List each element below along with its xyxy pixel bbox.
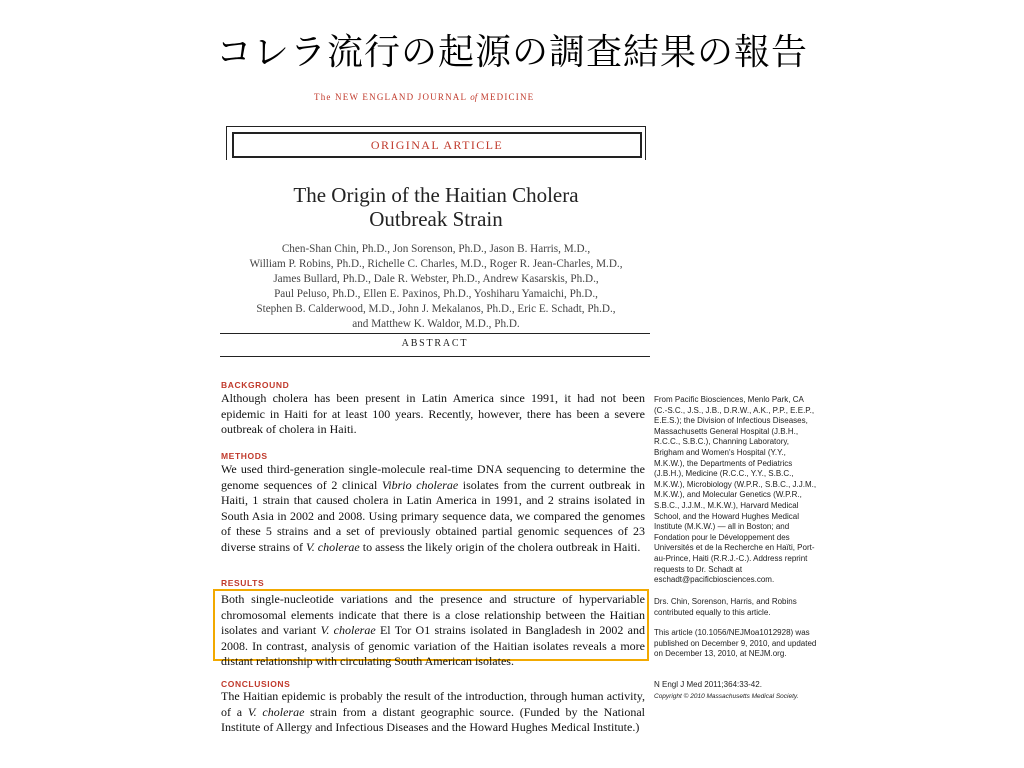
- author-line: and Matthew K. Waldor, M.D., Ph.D.: [352, 318, 520, 330]
- conclusions-heading: CONCLUSIONS: [221, 679, 291, 689]
- abstract-label: ABSTRACT: [401, 338, 469, 349]
- author-line: James Bullard, Ph.D., Dale R. Webster, Ph.D., Andrew Kasarskis, Ph.D.,: [273, 273, 599, 285]
- journal-name-part: MEDICINE: [480, 92, 535, 102]
- author-line: Stephen B. Calderwood, M.D., John J. Mekalanos, Ph.D., Eric E. Schadt, Ph.D.,: [256, 303, 616, 315]
- author-line: Paul Peluso, Ph.D., Ellen E. Paxinos, Ph.D., Yoshiharu Yamaichi, Ph.D.,: [274, 288, 598, 300]
- results-heading: RESULTS: [221, 578, 265, 588]
- author-list: [220, 242, 652, 332]
- methods-species-name: V. cholerae: [305, 539, 360, 554]
- citation: N Engl J Med 2011;364:33-42.: [654, 680, 762, 689]
- conclusions-text: [221, 689, 645, 736]
- methods-text: [221, 462, 645, 555]
- equal-contribution-note: Drs. Chin, Sorenson, Harris, and Robins contributed equally to this article.: [654, 597, 797, 617]
- methods-text-part: We used third-generation single-molecule real-time DNA sequencing to determine the genome sequences of 2 clinical: [221, 462, 645, 492]
- abstract-bottom-rule: [220, 356, 650, 357]
- background-heading: BACKGROUND: [221, 380, 290, 390]
- results-species-name: V. cholerae: [320, 623, 376, 637]
- slide-title: コレラ流行の起源の調査結果の報告: [215, 32, 808, 73]
- journal-name-part: The NEW ENGLAND JOURNAL: [314, 92, 467, 102]
- conclusions-text-part: The Haitian epidemic is probably the result of the introduction, through human activity, of a: [221, 689, 645, 719]
- methods-text-part: isolates from the current outbreak in Haiti, 1 strain that caused cholera in Latin America in 1991, and 2 strains isolated in South Asia in 2002 and 2008. Using primary sequence data, we compared the genomes of these 5 strains and a set of previously obtained partial genomic sequences of 23 diverse strains of: [221, 477, 645, 554]
- article-title-line: The Origin of the Haitian Cholera: [293, 183, 579, 207]
- article-title-line: Outbreak Strain: [369, 207, 503, 231]
- conclusions-species-name: V. cholerae: [247, 704, 305, 719]
- copyright-notice: Copyright © 2010 Massachusetts Medical Society.: [654, 693, 799, 700]
- author-line: Chen-Shan Chin, Ph.D., Jon Sorenson, Ph.D., Jason B. Harris, M.D.,: [281, 243, 591, 255]
- background-text: Although cholera has been present in Latin America since 1991, it had not been epidemic in Haiti for at least 100 years. Recently, however, there has been a severe outbreak of cholera in Haiti.: [221, 391, 645, 436]
- journal-name: [220, 92, 640, 102]
- journal-name-of: of: [470, 92, 478, 102]
- publication-note: This article (10.1056/NEJMoa1012928) was published on December 9, 2010, and updated on December 13, 2010, at NEJM.org.: [654, 628, 817, 659]
- author-affiliations: From Pacific Biosciences, Menlo Park, CA (C.-S.C., J.S., J.B., D.R.W., A.K., P.P., E.E.P., E.E.S.); the Division of Infectious Diseases, Massachusetts General Hospital (J.B.H., R.C.C., S.B.C.), Channing Laboratory, Brigham and Women's Hospital (Y.Y., M.K.W.), the Departments of Pediatrics (J.B.H.), Medicine (R.C.C., Y.Y., S.B.C., M.K.W.), Microbiology (W.P.R., S.B.C., J.J.M., M.K.W.), and Molecular Genetics (W.P.R., S.B.C., J.J.M., M.K.W.), Harvard Medical School, and the Howard Hughes Medical Institute (M.K.W.) — all in Boston; and Fondation pour le Développement des Universités et de la Recherche en Haïti, Port-au-Prince, Haiti (R.R.J.-C.). Address reprint requests to Dr. Schadt at eschadt@pacificbiosciences.com.: [654, 395, 817, 585]
- article-type-banner: ORIGINAL ARTICLE: [232, 132, 642, 158]
- article-title: [220, 183, 652, 231]
- conclusions-text-part: strain from a distant geographic source. (Funded by the National Institute of Allergy and Infectious Diseases and the Howard Hughes Medical Institute.): [221, 704, 646, 734]
- author-line: William P. Robins, Ph.D., Richelle C. Charles, M.D., Roger R. Jean-Charles, M.D.,: [249, 258, 623, 270]
- results-text-part: El Tor O1 strains isolated in Bangladesh in 2002 and 2008. In contrast, analysis of genomic variation of the Haitian isolates reveals a more distant relationship with circulating South American isolates.: [221, 623, 645, 668]
- methods-species-name: Vibrio cholerae: [381, 477, 459, 492]
- abstract-top-rule: [220, 333, 650, 334]
- methods-heading: METHODS: [221, 451, 268, 461]
- methods-text-part: to assess the likely origin of the cholera outbreak in Haiti.: [359, 539, 641, 554]
- results-text-part: Both single-nucleotide variations and the presence and structure of hypervariable chromosomal elements indicate that there is a close relationship between the Haitian isolates and variant: [221, 592, 645, 637]
- results-text: [221, 592, 645, 670]
